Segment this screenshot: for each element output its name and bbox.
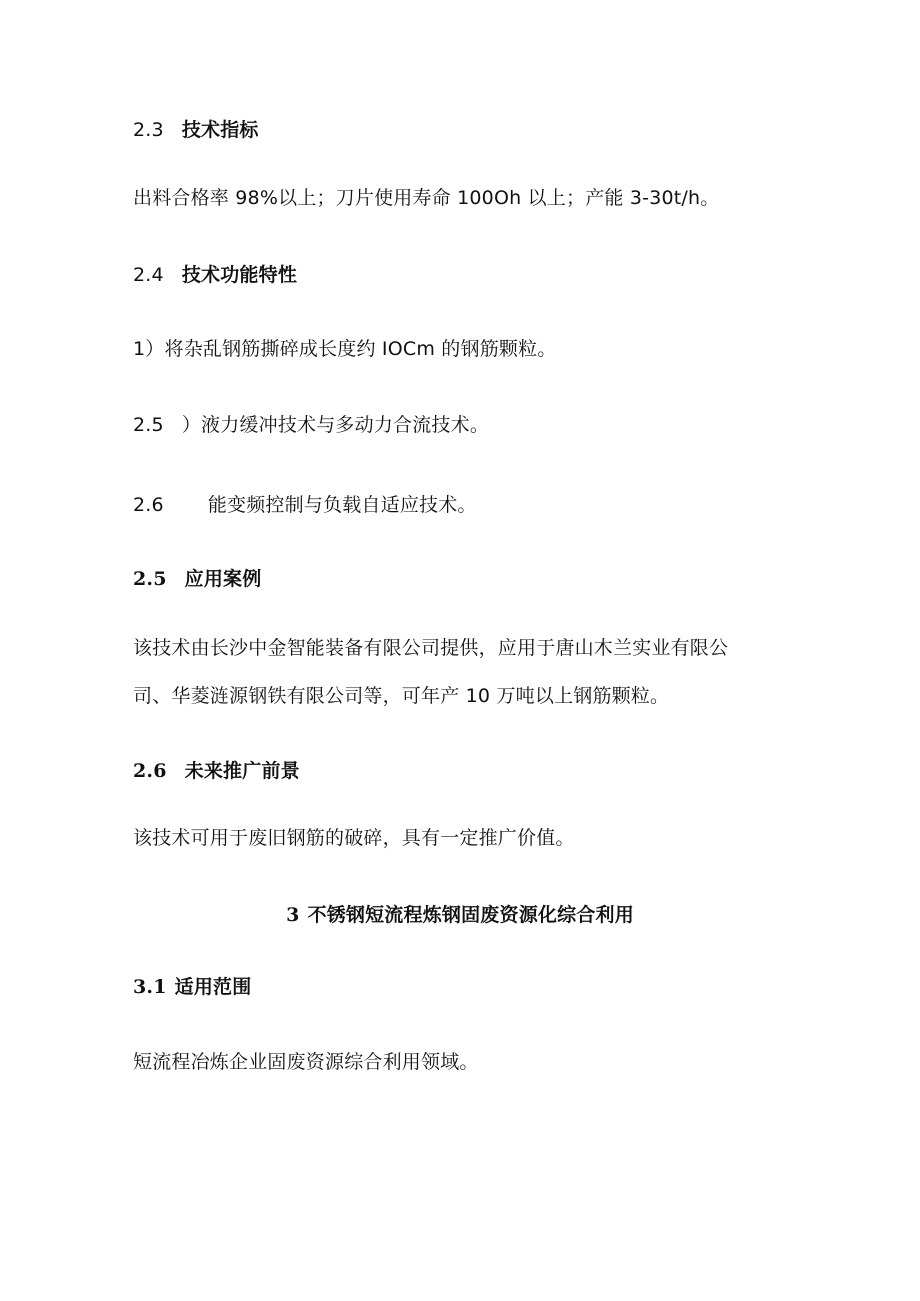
section-number: 2.4 (133, 264, 164, 286)
section-2-5-paragraph-line-1: 该技术由长沙中金智能装备有限公司提供，应用于唐山木兰实业有限公 (133, 637, 729, 659)
section-3-1-heading (133, 975, 251, 999)
section-2-5-heading (133, 567, 261, 591)
section-number: 2.6 (133, 760, 167, 782)
section-2-3-paragraph: 出料合格率 98%以上；刀片使用寿命 100Oh 以上；产能 3-30t/h。 (133, 187, 720, 209)
section-title: 适用范围 (174, 976, 252, 998)
section-number: 2.5 (133, 568, 167, 590)
feature-item-1: 1）将杂乱钢筋撕碎成长度约 IOCm 的钢筋颗粒。 (133, 338, 557, 360)
item-number: 2.6 (133, 494, 164, 516)
section-title: 技术功能特性 (181, 264, 298, 286)
section-title: 技术指标 (181, 119, 259, 141)
item-number: 2.5 (133, 414, 164, 436)
section-3-1-paragraph: 短流程冶炼企业固废资源综合利用领域。 (133, 1051, 479, 1073)
section-2-3-heading (133, 118, 259, 142)
section-title: 应用案例 (184, 568, 262, 590)
chapter-number: 3 (286, 904, 300, 926)
section-number: 3.1 (133, 976, 167, 998)
section-2-6-heading (133, 759, 300, 783)
chapter-3-heading (0, 903, 920, 927)
feature-item-3 (133, 493, 477, 517)
feature-item-2 (133, 413, 489, 437)
section-number: 2.3 (133, 119, 164, 141)
section-title: 未来推广前景 (184, 760, 300, 782)
item-text: ）液力缓冲技术与多动力合流技术。 (181, 414, 490, 436)
section-2-5-paragraph-line-2: 司、华菱涟源钢铁有限公司等，可年产 10 万吨以上钢筋颗粒。 (133, 685, 670, 707)
chapter-title: 不锈钢短流程炼钢固废资源化综合利用 (307, 904, 634, 926)
item-text: 能变频控制与负载自适应技术。 (207, 494, 477, 516)
section-2-6-paragraph: 该技术可用于废旧钢筋的破碎，具有一定推广价值。 (133, 827, 575, 849)
section-2-4-heading (133, 263, 297, 287)
